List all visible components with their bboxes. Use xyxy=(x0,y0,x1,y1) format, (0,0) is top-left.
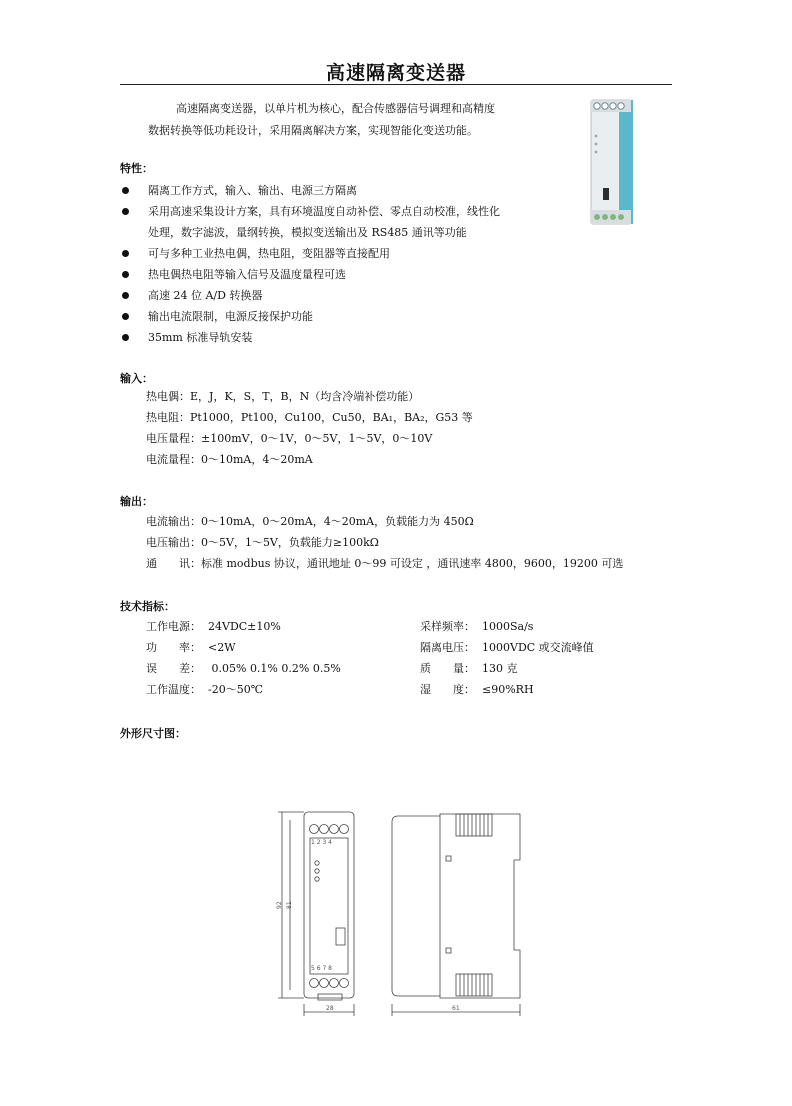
width-side-label: 61 xyxy=(452,1005,460,1012)
height-outer-label: 92 xyxy=(276,901,283,909)
spec-row: 质 量： 130 克 xyxy=(420,662,518,675)
intro-paragraph xyxy=(148,98,568,142)
list-item-continuation: 处理，数字滤波，量纲转换，模拟变送输出及 RS485 通讯等功能 xyxy=(148,226,467,239)
bullet-icon xyxy=(122,250,129,257)
intro-line-1: 高速隔离变送器，以单片机为核心，配合传感器信号调理和高精度 xyxy=(176,102,495,115)
front-view xyxy=(304,812,354,1000)
spec-row: 湿 度： ≤90%RH xyxy=(420,683,534,696)
dimensions-heading: 外形尺寸图： xyxy=(120,727,186,740)
input-line: 电压量程：±100mV，0～1V，0～5V，1～5V，0～10V xyxy=(146,432,433,445)
side-view xyxy=(392,814,520,998)
bullet-icon xyxy=(122,271,129,278)
bullet-icon xyxy=(122,334,129,341)
list-item: 35mm 标准导轨安装 xyxy=(120,327,550,348)
height-inner-label: 81 xyxy=(286,901,293,909)
front-bottom-terminal-numbers: 5 6 7 8 xyxy=(311,965,332,972)
specs-right xyxy=(420,618,620,708)
spec-row: 隔离电压： 1000VDC 或交流峰值 xyxy=(420,641,594,654)
bullet-icon xyxy=(122,313,129,320)
output-heading: 输出： xyxy=(120,495,153,508)
spec-row: 采样频率： 1000Sa/s xyxy=(420,620,534,633)
spec-row: 功 率： <2W xyxy=(146,641,236,654)
title-divider xyxy=(120,84,672,85)
bullet-icon xyxy=(122,208,129,215)
list-item: 高速 24 位 A/D 转换器 xyxy=(120,285,550,306)
product-photo xyxy=(583,96,639,226)
list-item: 热电偶热电阻等输入信号及温度量程可选 xyxy=(120,264,550,285)
input-line: 热电偶：E，J，K，S，T，B，N（均含冷端补偿功能） xyxy=(146,390,420,403)
list-item: 采用高速采集设计方案，具有环境温度自动补偿、零点自动校准，线性化 xyxy=(120,201,550,222)
list-item: 隔离工作方式，输入、输出、电源三方隔离 xyxy=(120,180,550,201)
front-top-terminal-numbers: 1 2 3 4 xyxy=(311,839,332,846)
specs-left xyxy=(146,618,341,708)
spec-row: 工作电源： 24VDC±10% xyxy=(146,620,281,633)
output-lines xyxy=(146,511,623,574)
output-line: 电压输出：0～5V，1～5V，负载能力≥100kΩ xyxy=(146,536,379,549)
list-item: 可与多种工业热电偶，热电阻，变阻器等直接配用 xyxy=(120,243,550,264)
spec-row: 误 差： 0.05% 0.1% 0.2% 0.5% xyxy=(146,662,341,675)
list-item: 输出电流限制，电源反接保护功能 xyxy=(120,306,550,327)
features-list xyxy=(120,180,550,348)
output-line: 通 讯：标准 modbus 协议，通讯地址 0～99 可设定 ，通讯速率 4800，9600，19200 可选 xyxy=(146,557,624,570)
intro-line-2: 数据转换等低功耗设计，采用隔离解决方案，实现智能化变送功能。 xyxy=(148,124,478,137)
input-heading: 输入： xyxy=(120,372,153,385)
input-line: 电流量程：0～10mA，4～20mA xyxy=(146,453,313,466)
page-title: 高速隔离变送器 xyxy=(325,62,466,84)
dimension-drawing xyxy=(270,800,530,1020)
specs-heading: 技术指标： xyxy=(120,600,175,613)
bullet-icon xyxy=(122,292,129,299)
bullet-icon xyxy=(122,187,129,194)
width-front-label: 28 xyxy=(326,1005,334,1012)
features-heading: 特性： xyxy=(120,162,153,175)
spec-row: 工作温度： -20～50℃ xyxy=(146,683,264,696)
output-line: 电流输出：0～10mA，0～20mA，4～20mA，负载能力为 450Ω xyxy=(146,515,474,528)
input-lines xyxy=(146,386,473,470)
input-line: 热电阻：Pt1000，Pt100，Cu100，Cu50，BA₁，BA₂，G53 等 xyxy=(146,411,473,424)
